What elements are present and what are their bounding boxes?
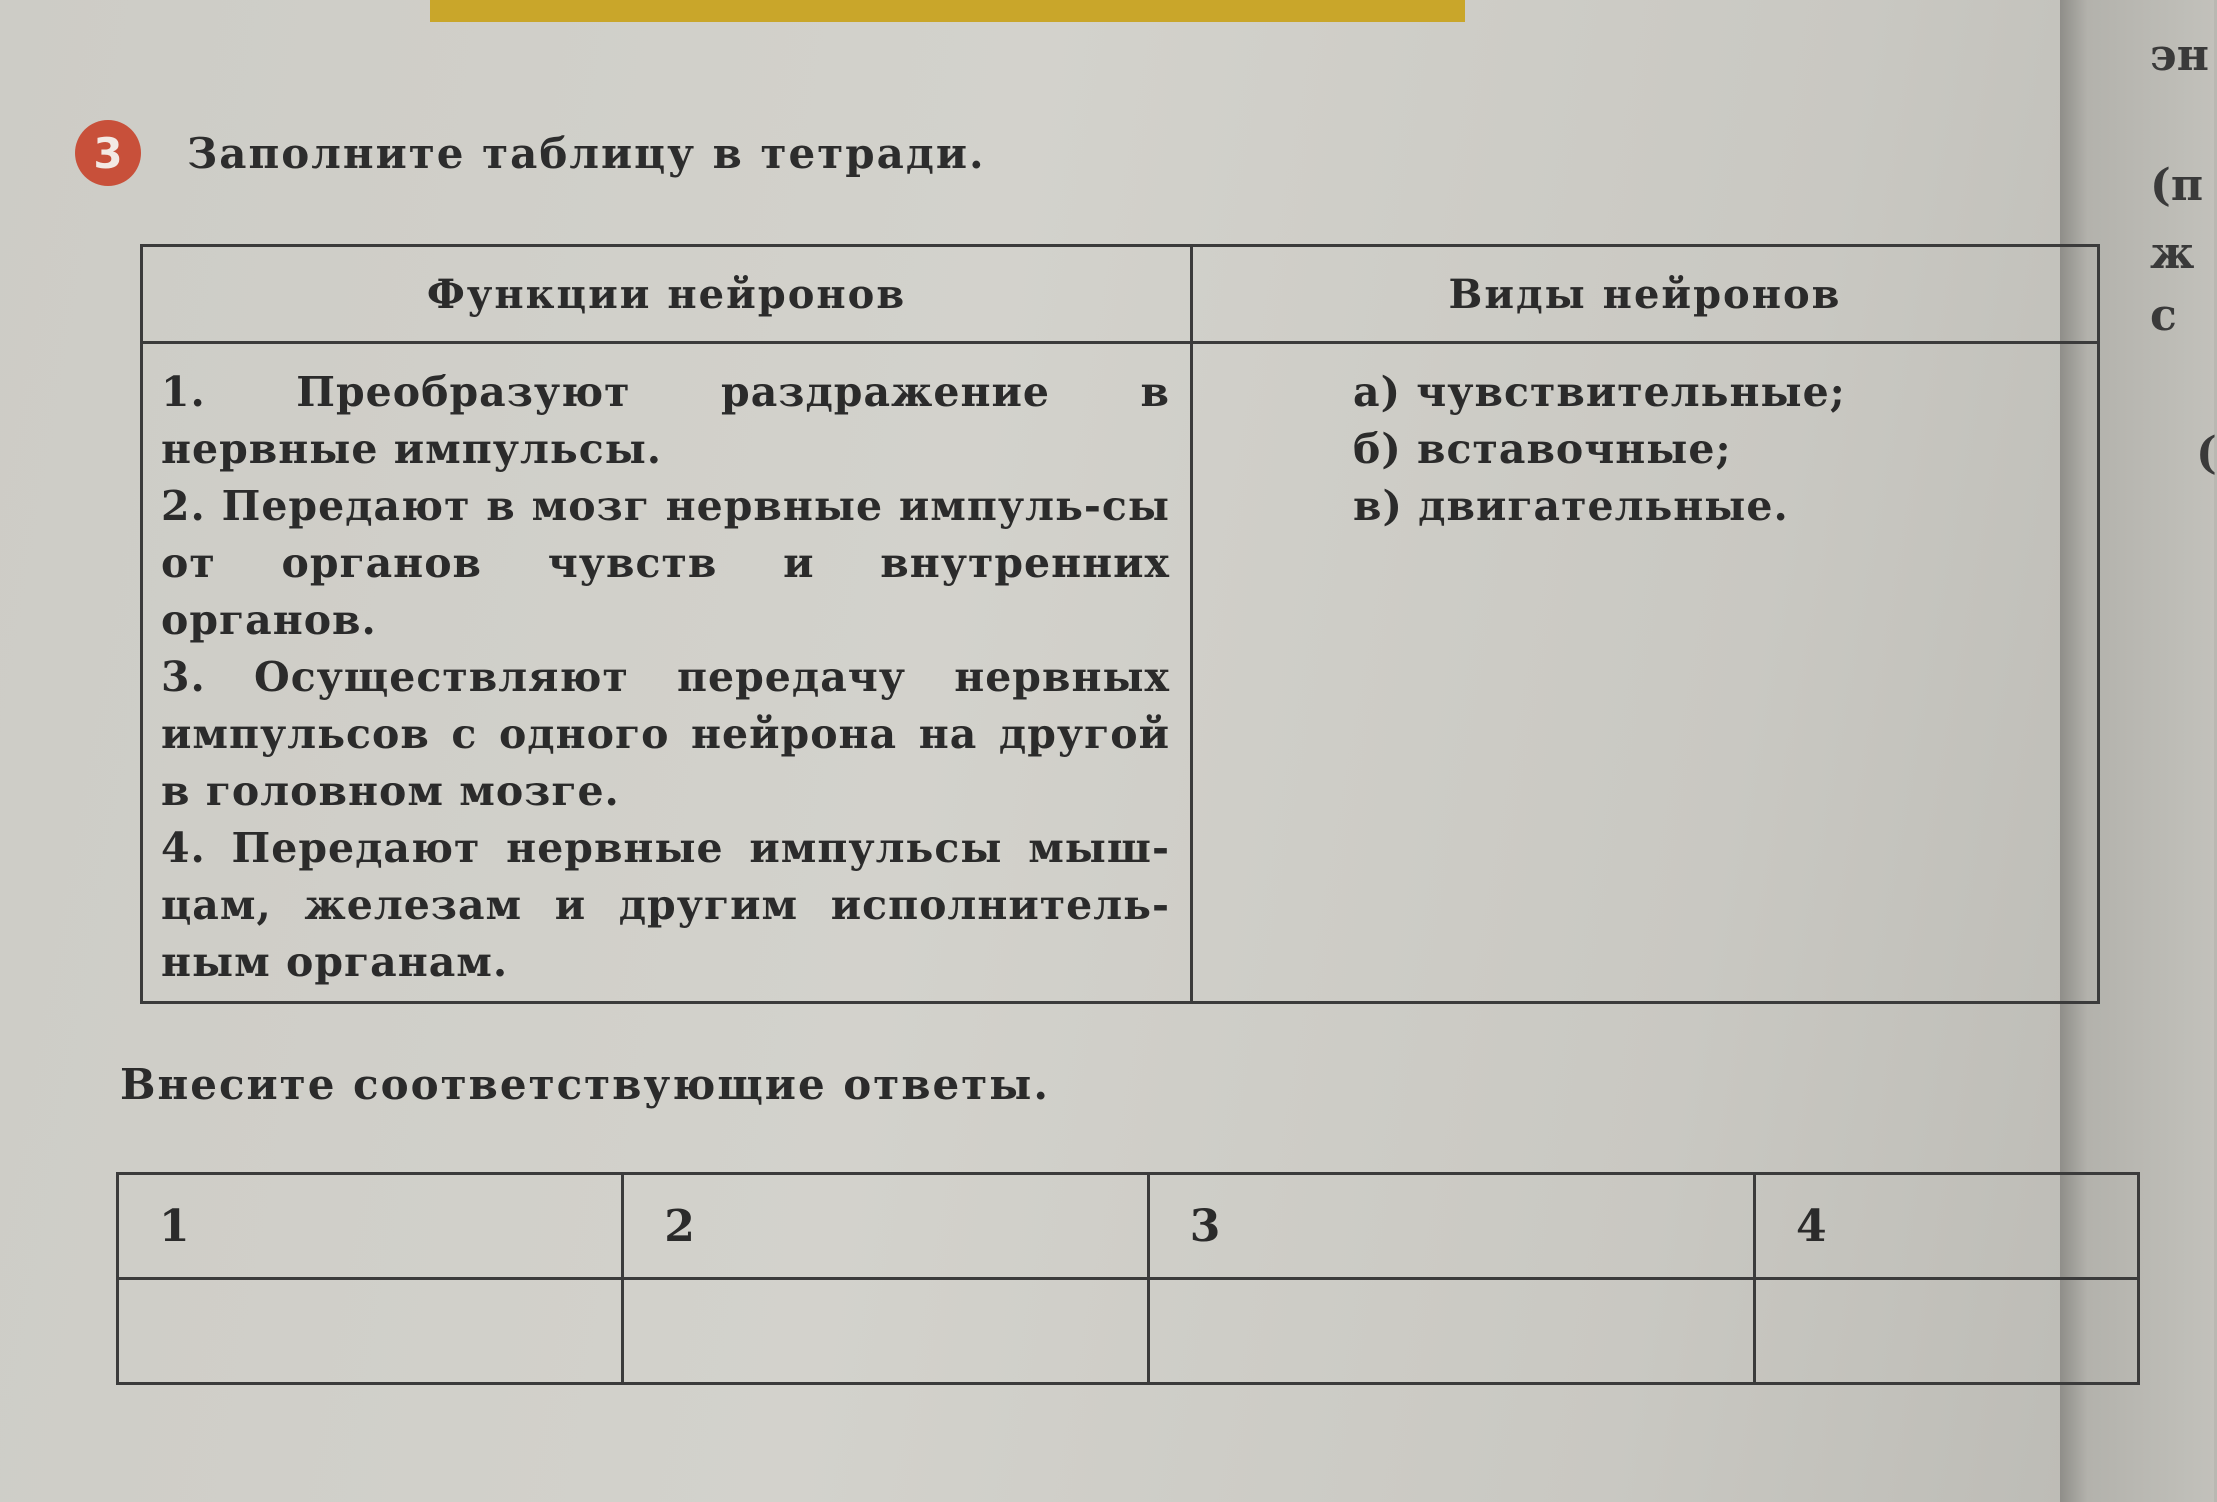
task-number-badge: 3 (75, 120, 141, 186)
answer-cell-4 (1755, 1279, 2139, 1384)
answer-header-2: 2 (623, 1174, 1148, 1279)
answer-cell-1 (118, 1279, 623, 1384)
table-header-row (142, 246, 2099, 343)
neuron-type-item: б) вставочные; (1353, 425, 1732, 473)
header-functions: Функции нейронов (142, 246, 1192, 343)
task-header (75, 118, 986, 188)
right-page-fragment: ( (2196, 428, 2217, 479)
function-item: 2. Передают в мозг нервные импуль-сы от органов чувств и внутренних органов. (161, 482, 1170, 644)
right-page-fragment: (п (2150, 160, 2204, 211)
header-types: Виды нейронов (1192, 246, 2099, 343)
functions-cell (142, 343, 1192, 1003)
right-page-fragment: с (2150, 290, 2177, 341)
answer-cell-2 (623, 1279, 1148, 1384)
right-page-fragment: эн (2150, 30, 2209, 81)
answer-header-1: 1 (118, 1174, 623, 1279)
task-title: Заполните таблицу в тетради. (187, 128, 986, 178)
types-cell (1192, 343, 2099, 1003)
answer-input-row (118, 1279, 2139, 1384)
illustration-strip (430, 0, 1465, 22)
answer-cell-3 (1148, 1279, 1754, 1384)
function-item: 1. Преобразуют раздражение в нервные импульсы. (161, 368, 1170, 473)
neuron-type-item: а) чувствительные; (1353, 368, 1846, 416)
answer-instruction: Внесите соответствующие ответы. (120, 1060, 1050, 1109)
answer-table (116, 1172, 2140, 1385)
function-item: 4. Передают нервные импульсы мыш-цам, железам и другим исполнитель-ным органам. (161, 824, 1170, 986)
table-row (142, 343, 2099, 1003)
answer-header-3: 3 (1148, 1174, 1754, 1279)
answer-header-4: 4 (1755, 1174, 2139, 1279)
answer-header-row (118, 1174, 2139, 1279)
function-item: 3. Осуществляют передачу нервных импульсов с одного нейрона на другой в головном мозге. (161, 653, 1170, 815)
neuron-type-item: в) двигательные. (1353, 482, 1789, 530)
neuron-table (140, 244, 2100, 1004)
right-page-fragment: ж (2150, 228, 2195, 279)
